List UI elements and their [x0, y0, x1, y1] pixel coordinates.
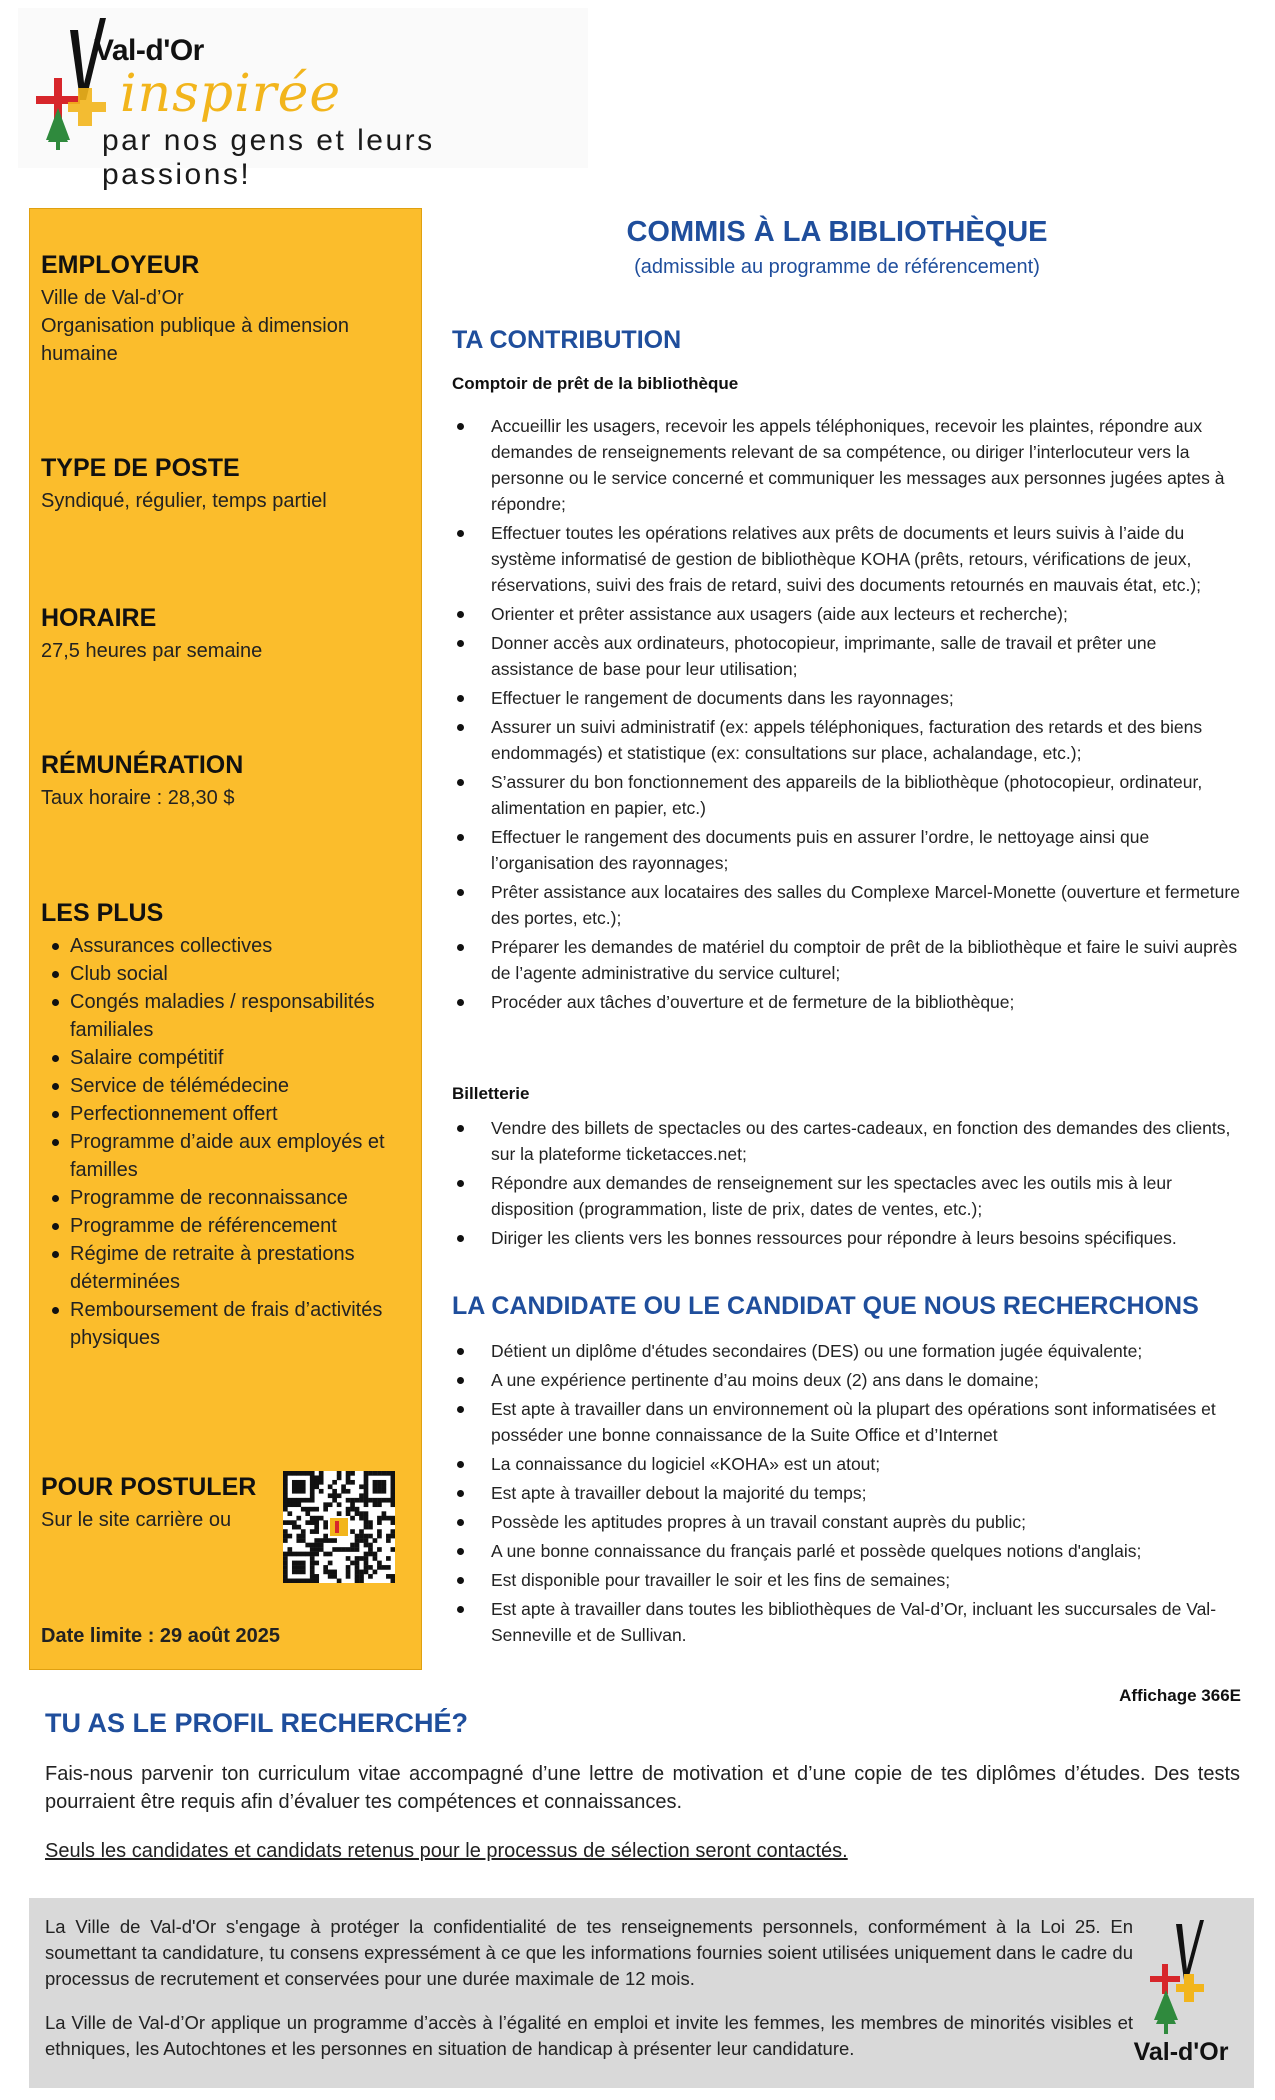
employer-section [41, 251, 411, 368]
list-item: Est apte à travailler dans toutes les bibliothèques de Val-d’Or, incluant les succursales de Val-Senneville et de Sullivan. [452, 1596, 1242, 1648]
perks-section [41, 899, 411, 1352]
privacy-notice: La Ville de Val-d'Or s'engage à protéger la confidentialité de tes renseignements personnels, conformément à la Loi 25. En soumettant ta candidature, tu consens expressément à ce que les informations fournies soient utilisées uniquement dans le cadre du processus de recrutement et conservées pour une durée maximale de 12 mois. [45, 1916, 1133, 1989]
list-item: Programme d’aide aux employés et familles [41, 1128, 411, 1184]
list-item: Effectuer le rangement des documents puis en assurer l’ordre, le nettoyage ainsi que l’organisation des rayonnages; [452, 824, 1242, 876]
list-item: A une bonne connaissance du français parlé et possède quelques notions d'anglais; [452, 1538, 1242, 1564]
candidate-heading: LA CANDIDATE OU LE CANDIDAT QUE NOUS RECHERCHONS [452, 1292, 1199, 1320]
list-item: Service de télémédecine [41, 1072, 411, 1100]
profile-text: Fais-nous parvenir ton curriculum vitae accompagné d’une lettre de motivation et d’une copie de tes diplômes d’études. Des tests pourraient être requis afin d’évaluer tes compétences et connaissances. [45, 1763, 1240, 1813]
list-item: Possède les aptitudes propres à un travail constant auprès du public; [452, 1509, 1242, 1535]
list-item: Est apte à travailler dans un environnement où la plupart des opérations sont informatisées et posséder une bonne connaissance de la Suite Office et d’Internet [452, 1396, 1242, 1448]
ticketing-subheading: Billetterie [452, 1084, 530, 1103]
job-info-sidebar [29, 208, 422, 1670]
apply-section [41, 1473, 281, 1534]
counter-duties-list [452, 413, 1242, 1018]
candidate-requirements-list [452, 1338, 1242, 1651]
list-item: Remboursement de frais d’activités physiques [41, 1296, 411, 1352]
list-item: Régime de retraite à prestations déterminées [41, 1240, 411, 1296]
list-item: Est apte à travailler debout la majorité du temps; [452, 1480, 1242, 1506]
list-item: Effectuer le rangement de documents dans les rayonnages; [452, 685, 1242, 711]
list-item: S’assurer du bon fonctionnement des appareils de la bibliothèque (photocopieur, ordinateur, alimentation en papier, etc.) [452, 769, 1242, 821]
logo-tagline: par nos gens et leurs passions! [102, 124, 435, 191]
position-type-text: Syndiqué, régulier, temps partiel [41, 490, 327, 512]
list-item: Est disponible pour travailler le soir et les fins de semaines; [452, 1567, 1242, 1593]
list-item: A une expérience pertinente d’au moins deux (2) ans dans le domaine; [452, 1367, 1242, 1393]
list-item: Accueillir les usagers, recevoir les appels téléphoniques, recevoir les plaintes, répondre aux demandes de renseignements relevant de sa compétence, ou diriger l’interlocuteur vers la personne ou le service concerné et communiquer les messages aux personnes jugées aptes à répondre; [452, 413, 1242, 517]
list-item: Effectuer toutes les opérations relatives aux prêts de documents et leurs suivis à l’aide du système informatisé de gestion de bibliothèque KOHA (prêts, retours, vérifications de jeux, réservations, suivi des frais de retard, suivi des documents retournés en mauvais état, etc.); [452, 520, 1242, 598]
contribution-heading: TA CONTRIBUTION [452, 326, 682, 354]
list-item: Assurances collectives [41, 932, 411, 960]
list-item: Salaire compétitif [41, 1044, 411, 1072]
footer-logo-text: Val-d'Or [1133, 2038, 1229, 2066]
legal-footer [29, 1898, 1254, 2088]
counter-subheading: Comptoir de prêt de la bibliothèque [452, 374, 739, 393]
job-subtitle: (admissible au programme de référencement) [634, 256, 1040, 278]
perks-heading: LES PLUS [41, 899, 164, 927]
pay-section [41, 751, 411, 812]
list-item: Congés maladies / responsabilités familiales [41, 988, 411, 1044]
logo-slogan: inspirée [120, 64, 342, 124]
selection-note: Seuls les candidates et candidats retenus pour le processus de sélection seront contactés. [45, 1840, 848, 1862]
employer-line: Organisation publique à dimension humaine [41, 315, 349, 365]
list-item: Vendre des billets de spectacles ou des cartes-cadeaux, en fonction des demandes des clients, sur la plateforme ticketacces.net; [452, 1115, 1242, 1167]
list-item: Orienter et prêter assistance aux usagers (aide aux lecteurs et recherche); [452, 601, 1242, 627]
list-item: Procéder aux tâches d’ouverture et de fermeture de la bibliothèque; [452, 989, 1242, 1015]
posting-reference: Affichage 366E [1119, 1686, 1241, 1705]
employer-heading: EMPLOYEUR [41, 251, 200, 279]
list-item: Préparer les demandes de matériel du comptoir de prêt de la bibliothèque et faire le suivi auprès de l’agente administrative du service culturel; [452, 934, 1242, 986]
pay-text: Taux horaire : 28,30 $ [41, 787, 235, 809]
schedule-heading: HORAIRE [41, 604, 157, 632]
perks-list [41, 932, 411, 1352]
job-title: COMMIS À LA BIBLIOTHÈQUE [626, 216, 1048, 248]
footer-logo [1126, 1920, 1236, 2070]
list-item: Répondre aux demandes de renseignement sur les spectacles avec les outils mis à leur disposition (programmation, liste de prix, dates de ventes, etc.); [452, 1170, 1242, 1222]
apply-text: Sur le site carrière ou [41, 1509, 232, 1531]
apply-heading: POUR POSTULER [41, 1473, 257, 1501]
profile-heading: TU AS LE PROFIL RECHERCHÉ? [45, 1708, 469, 1738]
application-deadline: Date limite : 29 août 2025 [41, 1625, 280, 1647]
header-logo [18, 8, 588, 191]
employer-line: Ville de Val-d’Or [41, 287, 184, 309]
val-dor-emblem-icon [1146, 1920, 1216, 2038]
pay-heading: RÉMUNÉRATION [41, 751, 244, 779]
qr-code-icon[interactable] [283, 1471, 395, 1583]
list-item: Donner accès aux ordinateurs, photocopieur, imprimante, salle de travail et prêter une assistance de base pour leur utilisation; [452, 630, 1242, 682]
position-type-heading: TYPE DE POSTE [41, 454, 240, 482]
list-item: Programme de reconnaissance [41, 1184, 411, 1212]
list-item: Détient un diplôme d'études secondaires (DES) ou une formation jugée équivalente; [452, 1338, 1242, 1364]
list-item: Diriger les clients vers les bonnes ressources pour répondre à leurs besoins spécifiques. [452, 1225, 1242, 1251]
schedule-text: 27,5 heures par semaine [41, 640, 263, 662]
schedule-section [41, 604, 411, 665]
position-type-section [41, 454, 411, 515]
list-item: Club social [41, 960, 411, 988]
ticketing-duties-list [452, 1115, 1242, 1254]
list-item: Prêter assistance aux locataires des salles du Complexe Marcel-Monette (ouverture et fermeture des portes, etc.); [452, 879, 1242, 931]
list-item: Programme de référencement [41, 1212, 411, 1240]
list-item: La connaissance du logiciel «KOHA» est un atout; [452, 1451, 1242, 1477]
list-item: Assurer un suivi administratif (ex: appels téléphoniques, facturation des retards et des biens endommagés) et statistique (ex: consultations sur place, achalandage, etc.); [452, 714, 1242, 766]
list-item: Perfectionnement offert [41, 1100, 411, 1128]
logo-city-name: Val-d'Or [94, 34, 204, 67]
equality-notice: La Ville de Val-d’Or applique un programme d’accès à l’égalité en emploi et invite les femmes, les membres de minorités visibles et ethniques, les Autochtones et les personnes en situation de handicap à présenter leur candidature. [45, 2012, 1133, 2059]
